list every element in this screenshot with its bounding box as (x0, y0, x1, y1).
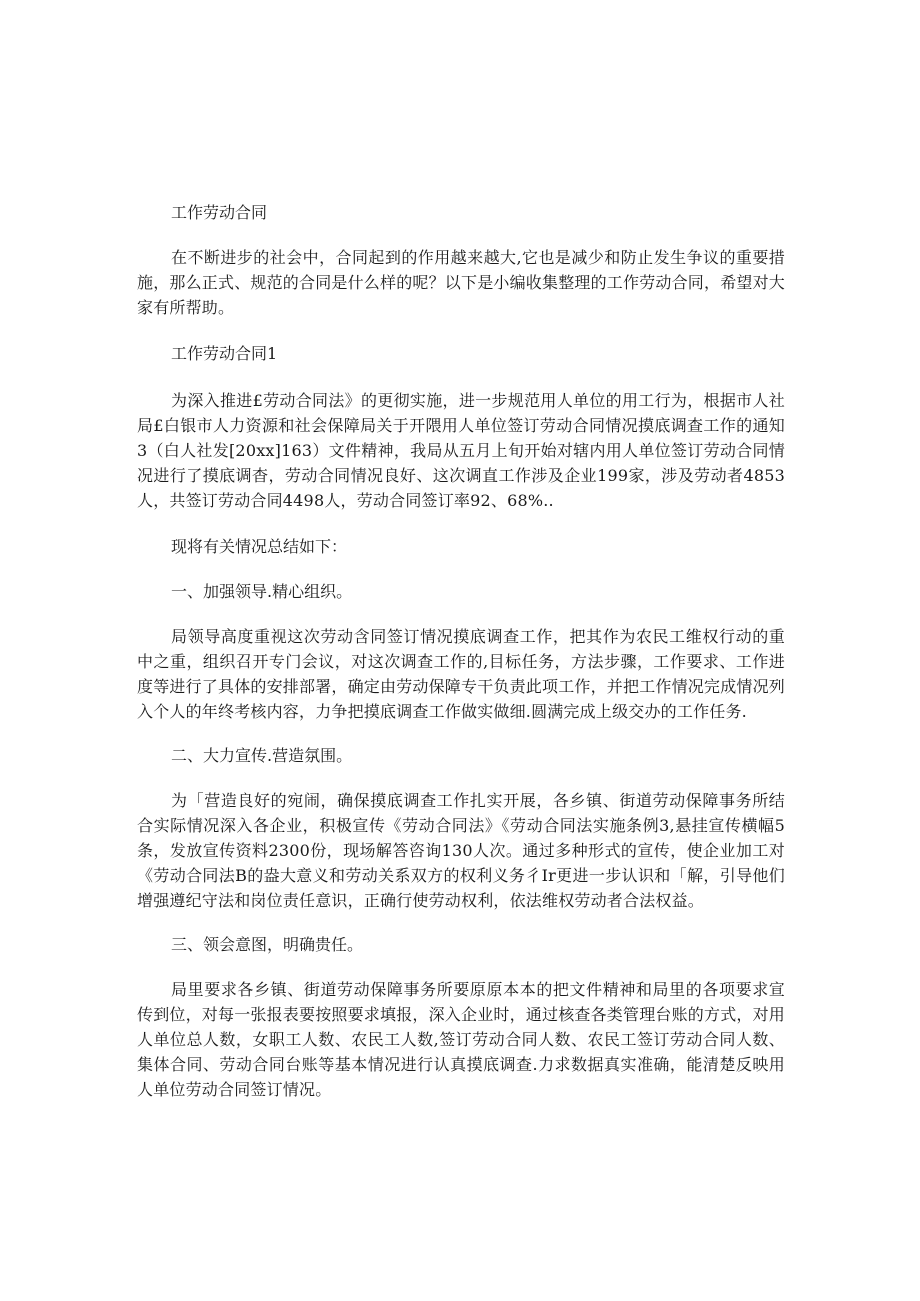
paragraph-1: 为深入推进£劳动合同法》的更彻实施，进一步规范用人单位的用工行为，根据市人社局£白银市人力资源和社会保障局关于开隈用人单位签订劳动合同情况摸底调查工作的通知3（白人社发[20xx]163）文件精神，我局从五月上旬开始对辖内用人单位签订劳动合同情况进行了摸底调杳，劳动合同情况良好、这次调直工作涉及企业199家，涉及劳动者4853人，共签订劳动合同4498人，劳动合同签订率92、68%.. (137, 391, 785, 510)
intro-paragraph: 在不断进步的社会中，合同起到的作用越来越大,它也是减少和防止发生争议的重要措施，那么正式、规范的合同是什么样的呢？以下是小编收集整理的工作劳动合同，希望对大家有所帮助。 (137, 248, 786, 317)
point-3-body: 局里要求各乡镇、街道劳动保障事务所要原原本本的把文件精神和局里的各项要求宣传到位，对每一张报表要按照要求填报，深入企业时，通过核查各类管理台账的方式，对用人单位总人数，女职工人数、农民工人数,签订劳动合同人数、农民工签订劳动合同人数、集体合同、劳动合同台账等基本情况进行认真摸底调查.力求数据真实准确，能清楚反映用人单位劳动合同签订情况。 (137, 980, 786, 1099)
document-title: 工作劳动合同 (171, 203, 268, 222)
point-2-title: 二、大力宣传.营造氛围。 (171, 746, 353, 765)
point-1-body: 局领导高度重视这次劳动含同签订情况摸底调查工作，把其作为农民工维权行动的重中之重，组织召开专门会议，对这次调查工作的,目标任务，方法步骤，工作要求、工作进度等进行了具体的安排部署，确定由劳动保障专干负责此项工作，并把工作情况完成情况列入个人的年终考核内容，力争把摸底调查工作做实做细.圆满完成上级交办的工作任务. (137, 627, 786, 721)
summary-line: 现将有关情况总结如下： (171, 537, 348, 556)
point-1-title: 一、加强领导.精心组织。 (171, 582, 353, 601)
point-2-body: 为「营造良好的宛闹，确保摸底调查工作扎实开展，各乡镇、街道劳动保障事务所结合实际情况深入各企业，积极宣传《劳动合同法》《劳动合同法实施条例3,悬挂宣传横幅5条，发放宣传资料2300份，现场解答咨询130人次。通过多种形式的宣传，使企业加工对《劳动合同法B的盎大意义和劳动关系双方的权利义务彳Ir更进一步认识和「解，引导他们增强遵纪守法和岗位责任意识，正确行使劳动权利，依法维权劳动者合法权益。 (137, 791, 785, 910)
section-title: 工作劳动合同1 (171, 344, 278, 363)
document-page (137, 200, 785, 1102)
point-3-title: 三、领会意图，明确贵任。 (171, 935, 364, 954)
